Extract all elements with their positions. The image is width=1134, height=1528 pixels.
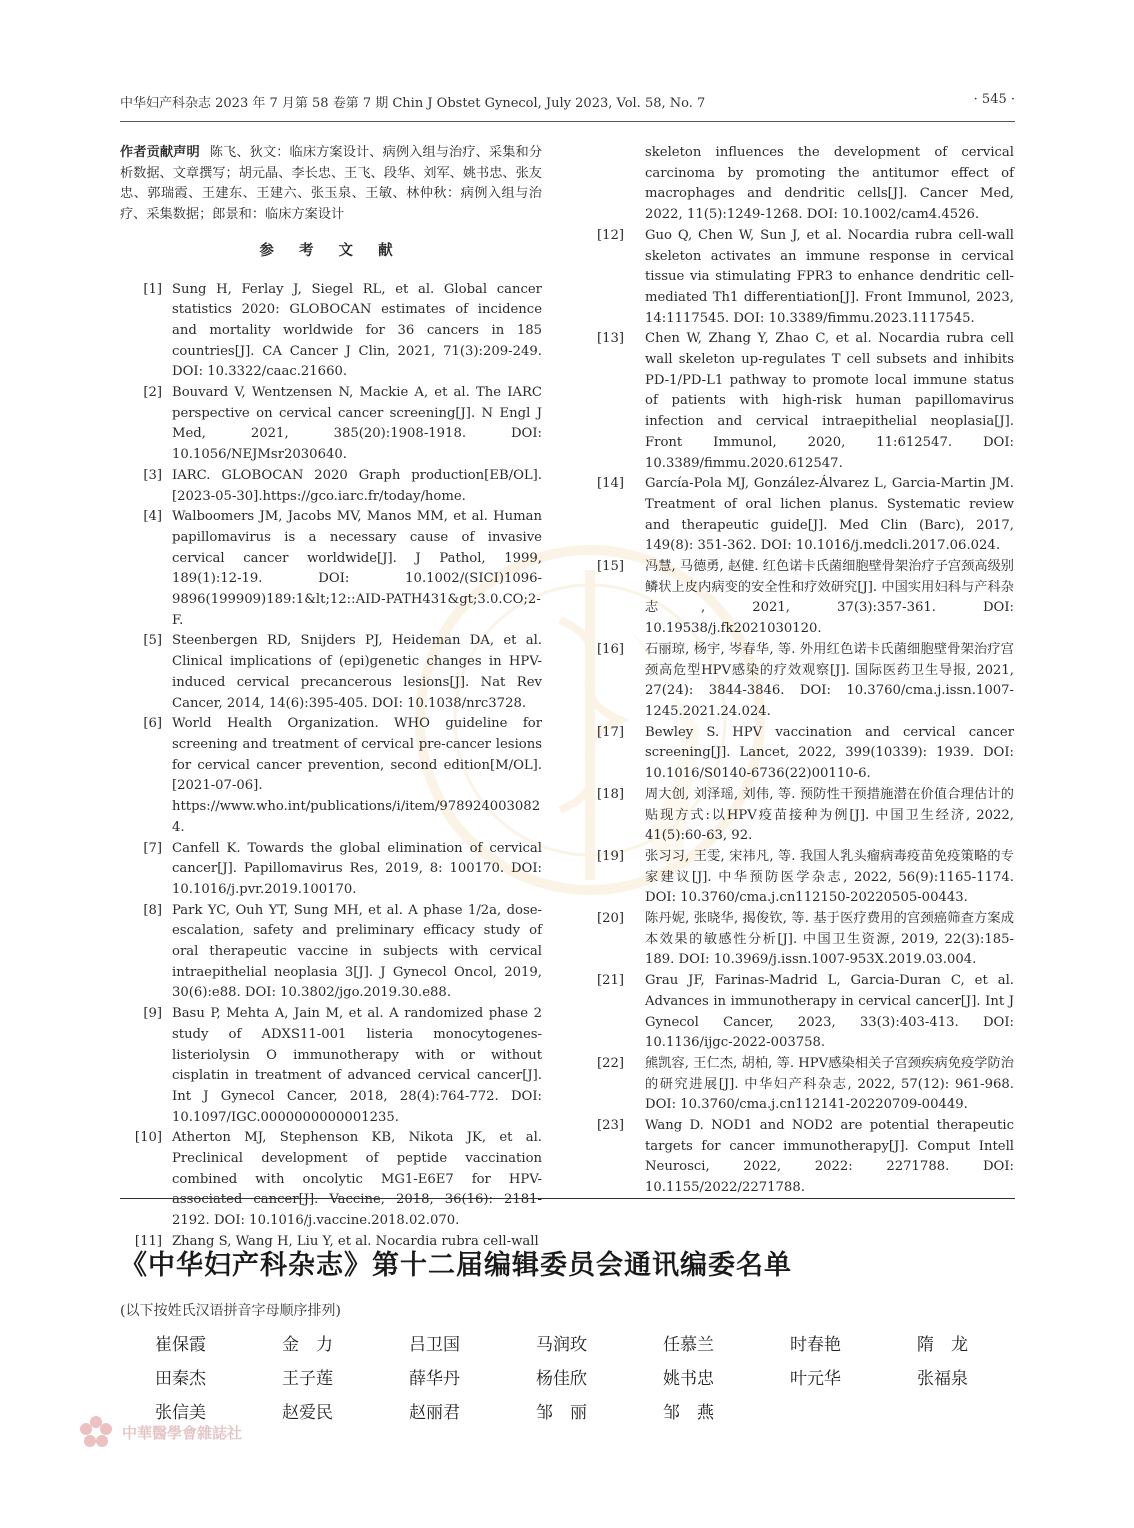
reference-list-left — [120, 280, 542, 1253]
right-column — [593, 143, 1014, 1199]
editor-name: 邹 燕 — [663, 1403, 714, 1423]
reference-number: [17] — [597, 724, 625, 740]
reference-item — [120, 1004, 542, 1128]
reference-item — [593, 847, 1014, 909]
reference-text: Walboomers JM, Jacobs MV, Manos MM, et al. Human papillomavirus is a necessary cause of invasive cervical cancer worldwide[J]. J Pathol, 1999, 189(1):12-19. DOI: 10.1002/(SICI)1096-9896(199909)189:1&lt;12::AID-PATH431&gt;3.0.CO;2-F. — [172, 509, 542, 628]
journal-citation: 中华妇产科杂志 2023 年 7 月第 58 卷第 7 期 Chin J Obstet Gynecol, July 2023, Vol. 58, No. 7 — [120, 96, 706, 111]
editor-name: 隋 龙 — [917, 1335, 968, 1355]
reference-text: Canfell K. Towards the global elimination of cervical cancer[J]. Papillomavirus Res, 2019, 8: 100170. DOI: 10.1016/j.pvr.2019.100170. — [172, 840, 542, 897]
reference-text: García-Pola MJ, González-Álvarez L, Garcia-Martin JM. Treatment of oral lichen planus. Systematic review and therapeutic guide[J]. Med Clin (Barc), 2017, 149(8): 351-362. DOI: 10.1016/j.medcli.2017.06.024. — [645, 476, 1014, 554]
reference-text: Guo Q, Chen W, Sun J, et al. Nocardia rubra cell-wall skeleton activates an immune response in cervical tissue via stimulating FPR3 to enhance dendritic cell-mediated Th1 differentiation[J]. Front Immunol, 2023, 14:1117545. DOI: 10.3389/fimmu.2023.1117545. — [645, 227, 1014, 326]
reference-number: [9] — [143, 1006, 162, 1022]
reference-item — [593, 226, 1014, 330]
reference-number: [20] — [597, 911, 625, 927]
reference-item — [120, 466, 542, 507]
reference-number: [2] — [143, 385, 162, 401]
reference-item — [120, 383, 542, 466]
running-header — [120, 92, 1015, 116]
reference-number: [19] — [597, 848, 625, 864]
reference-number: [23] — [597, 1118, 625, 1134]
reference-number: [14] — [597, 476, 625, 492]
reference-text: Bewley S. HPV vaccination and cervical cancer screening[J]. Lancet, 2022, 399(10339): 1939. DOI: 10.1016/S0140-6736(22)00110-6. — [645, 724, 1014, 782]
reference-text: IARC. GLOBOCAN 2020 Graph production[EB/OL]. [2023-05-30].https://gco.iarc.fr/today/home. — [172, 467, 542, 504]
reference-number: [13] — [597, 331, 625, 347]
reference-number: [1] — [143, 281, 162, 297]
notice-subtitle: (以下按姓氏汉语拼音字母顺序排列) — [120, 1303, 341, 1319]
editor-name: 张福泉 — [917, 1369, 968, 1389]
editor-name: 田秦杰 — [155, 1369, 206, 1389]
editor-name: 张信美 — [155, 1403, 206, 1423]
flower-logo-icon — [78, 1414, 114, 1450]
reference-text: Grau JF, Farinas-Madrid L, Garcia-Duran C, et al. Advances in immunotherapy in cervical cancer[J]. Int J Gynecol Cancer, 2023, 33(3):403-413. DOI: 10.1136/ijgc-2022-003758. — [645, 973, 1014, 1051]
reference-item — [593, 971, 1014, 1054]
editor-name: 薛华丹 — [409, 1369, 460, 1389]
editor-name: 赵爱民 — [282, 1403, 333, 1423]
reference-text: 冯慧, 马德勇, 赵健. 红色诺卡氏菌细胞壁骨架治疗子宫颈高级别鳞状上皮内病变的安全性和疗效研究[J]. 中国实用妇科与产科杂志, 2021, 37(3):357-361. DOI: 10.19538/j.fk2021030120. — [645, 559, 1014, 637]
header-divider — [120, 121, 1015, 122]
reference-text: Park YC, Ouh YT, Sung MH, et al. A phase 1/2a, dose-escalation, safety and preliminary efficacy study of oral therapeutic vaccine in subjects with cervical intraepithelial neoplasia 3[J]. J Gynecol Oncol, 2019, 30(6):e88. DOI: 10.3802/jgo.2019.30.e88. — [172, 902, 542, 1001]
editor-name-grid — [155, 1330, 1015, 1423]
reference-item — [593, 723, 1014, 785]
editor-name: 时春艳 — [790, 1335, 841, 1355]
reference-number: [11] — [134, 1233, 162, 1249]
reference-text: Basu P, Mehta A, Jain M, et al. A randomized phase 2 study of ADXS11-001 listeria monocytogenes-listeriolysin O immunotherapy with or without cisplatin in treatment of advanced cervical cancer[J]. Int J Gynecol Cancer, 2018, 28(4):764-772. DOI: 10.1097/IGC.0000000000001235. — [172, 1006, 542, 1125]
reference-list-right — [593, 226, 1014, 1199]
editor-name: 王子莲 — [282, 1369, 333, 1389]
reference-text: Sung H, Ferlay J, Siegel RL, et al. Global cancer statistics 2020: GLOBOCAN estimates of incidence and mortality worldwide for 36 cancers in 185 countries[J]. CA Cancer J Clin, 2021, 71(3):209-249. DOI: 10.3322/caac.21660. — [172, 281, 542, 380]
reference-number: [18] — [597, 786, 625, 802]
references-heading: 参 考 文 献 — [259, 241, 403, 259]
author-contributions — [120, 143, 542, 226]
reference-text: 熊凯容, 王仁杰, 胡柏, 等. HPV感染相关子宫颈疾病免疫学防治的研究进展[J]. 中华妇产科杂志, 2022, 57(12): 961-968. DOI: 10.3760/cma.j.cn112141-20220709-00449. — [645, 1055, 1014, 1113]
reference-number: [7] — [143, 840, 162, 856]
reference-text: 周大创, 刘泽瑶, 刘伟, 等. 预防性干预措施潜在价值合理估计的贴现方式:以HPV疫苗接种为例[J]. 中国卫生经济, 2022, 41(5):60-63, 92. — [645, 786, 1014, 844]
reference-text: Zhang S, Wang H, Liu Y, et al. Nocardia rubra cell-wall — [172, 1233, 539, 1249]
publisher-logo — [78, 1412, 242, 1452]
reference-number: [22] — [597, 1055, 625, 1071]
reference-text: 陈丹妮, 张晓华, 揭俊钦, 等. 基于医疗费用的宫颈癌筛查方案成本效果的敏感性分析[J]. 中国卫生资源, 2019, 22(3):185-189. DOI: 10.3969/j.issn.1007-953X.2019.03.004. — [645, 911, 1014, 968]
editor-name: 邹 丽 — [536, 1403, 587, 1423]
reference-text: Chen W, Zhang Y, Zhao C, et al. Nocardia rubra cell wall skeleton up-regulates T cell subsets and inhibits PD-1/PD-L1 pathway to promote local immune status of patients with high-risk human papillomavirus infection and cervical intraepithelial neoplasia[J]. Front Immunol, 2020, 11:612547. DOI: 10.3389/fimmu.2020.612547. — [645, 331, 1014, 471]
editor-name: 金 力 — [282, 1335, 333, 1355]
reference-continuation — [593, 143, 1014, 226]
reference-number: [10] — [134, 1130, 162, 1146]
reference-number: [6] — [143, 716, 162, 732]
contrib-label: 作者贡献声明 — [120, 145, 200, 160]
reference-text: 张习习, 王雯, 宋祎凡, 等. 我国人乳头瘤病毒疫苗免疫策略的专家建议[J]. 中华预防医学杂志, 2022, 56(9):1165-1174. DOI: 10.3760/cma.j.cn112150-20220505-00443. — [645, 848, 1014, 906]
reference-item — [120, 901, 542, 1005]
reference-number: [5] — [143, 633, 162, 649]
reference-item — [593, 557, 1014, 640]
publisher-name: 中華醫學會雜誌社 — [122, 1423, 243, 1442]
reference-number: [15] — [597, 559, 625, 575]
reference-item — [120, 631, 542, 714]
reference-item — [593, 909, 1014, 971]
reference-number: [4] — [143, 509, 162, 525]
reference-text: Atherton MJ, Stephenson KB, Nikota JK, et al. Preclinical development of peptide vaccination combined with oncolytic MG1-E6E7 for HPV-associated cancer[J]. Vaccine, 2018, 36(16): 2181-2192. DOI: 10.1016/j.vaccine.2018.02.070. — [172, 1130, 542, 1229]
page-number: · 545 · — [973, 92, 1015, 107]
editor-name: 姚书忠 — [663, 1369, 714, 1389]
editor-name: 杨佳欣 — [536, 1369, 587, 1389]
editor-name: 马润玫 — [536, 1335, 587, 1355]
editor-name: 崔保霞 — [155, 1335, 206, 1355]
notice-title: 《中华妇产科杂志》第十二届编辑委员会通讯编委名单 — [120, 1250, 792, 1281]
reference-number: [3] — [143, 467, 162, 483]
editor-name: 任慕兰 — [663, 1335, 714, 1355]
reference-text: Wang D. NOD1 and NOD2 are potential therapeutic targets for cancer immunotherapy[J]. Comput Intell Neurosci, 2022, 2022: 2271788. DOI: 10.1155/2022/2271788. — [645, 1118, 1014, 1196]
reference-item — [593, 640, 1014, 723]
reference-item — [120, 714, 542, 838]
editor-name: 赵丽君 — [409, 1403, 460, 1423]
reference-item — [593, 474, 1014, 557]
reference-number: [21] — [597, 973, 625, 989]
reference-item — [120, 1128, 542, 1232]
left-column — [120, 143, 542, 1253]
reference-number: [16] — [597, 641, 625, 657]
reference-text: Bouvard V, Wentzensen N, Mackie A, et al. The IARC perspective on cervical cancer screening[J]. N Engl J Med, 2021, 385(20):1908-1918. DOI: 10.1056/NEJMsr2030640. — [172, 385, 542, 463]
editor-name: 叶元华 — [790, 1369, 841, 1389]
section-divider — [120, 1198, 1015, 1199]
reference-text: World Health Organization. WHO guideline for screening and treatment of cervical pre-cancer lesions for cervical cancer prevention, second edition[M/OL]. [2021-07-06]. https://www.who.int/publications/i/item/9789240030824. — [172, 716, 542, 835]
reference-number: [8] — [143, 902, 162, 918]
reference-item — [120, 280, 542, 384]
reference-number: [12] — [597, 227, 625, 243]
reference-item — [593, 329, 1014, 474]
editor-name: 吕卫国 — [409, 1335, 460, 1355]
reference-item — [593, 1054, 1014, 1116]
reference-text: 石丽琼, 杨宇, 岑春华, 等. 外用红色诺卡氏菌细胞壁骨架治疗宫颈高危型HPV感染的疗效观察[J]. 国际医药卫生导报, 2021, 27(24): 3844-3846. DOI: 10.3760/cma.j.issn.1007-1245.2021.24.024. — [645, 641, 1014, 719]
reference-item — [120, 839, 542, 901]
reference-text: skeleton influences the development of cervical carcinoma by promoting the antitumor effect of macrophages and dendritic cells[J]. Cancer Med, 2022, 11(5):1249-1268. DOI: 10.1002/cam4.4526. — [645, 145, 1014, 223]
reference-item — [120, 507, 542, 631]
reference-item — [593, 785, 1014, 847]
reference-item — [593, 1116, 1014, 1199]
contrib-text: 陈飞、狄文：临床方案设计、病例入组与治疗、采集和分析数据、文章撰写；胡元晶、李长忠、王飞、段华、刘军、姚书忠、张友忠、郭瑞霞、王建东、王建六、张玉泉、王敏、林仲秋：病例入组与治疗、采集数据；郎景和：临床方案设计 — [120, 145, 543, 223]
reference-text: Steenbergen RD, Snijders PJ, Heideman DA, et al. Clinical implications of (epi)genetic changes in HPV-induced cervical precancerous lesions[J]. Nat Rev Cancer, 2014, 14(6):395-405. DOI: 10.1038/nrc3728. — [172, 633, 542, 711]
